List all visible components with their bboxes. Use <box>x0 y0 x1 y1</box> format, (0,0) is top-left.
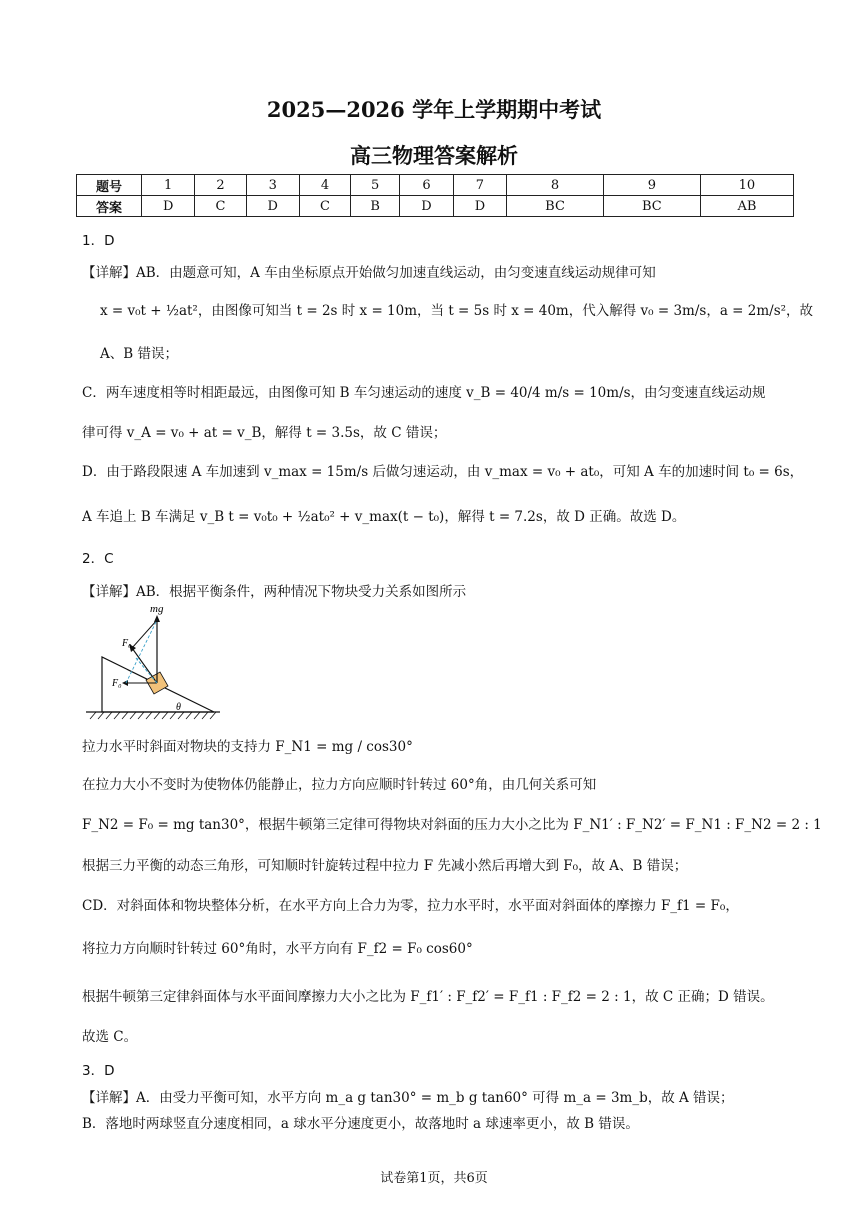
answer-table-answer-row <box>77 196 794 217</box>
answer-cell: BC <box>603 196 700 217</box>
question-number: 6 <box>400 175 453 196</box>
q2-line-1: 【详解】AB．根据平衡条件，两种情况下物块受力关系如图所示 <box>82 584 467 600</box>
answer-table-row-label: 答案 <box>77 196 142 217</box>
question-number: 7 <box>453 175 506 196</box>
question-number: 4 <box>299 175 350 196</box>
q3-line-2: B．落地时两球竖直分速度相同，a 球水平分速度更小，故落地时 a 球速率更小，故 B 错误。 <box>82 1116 639 1132</box>
question-1-heading: 1．D <box>82 233 115 249</box>
q2-line-9: 故选 C。 <box>82 1029 138 1045</box>
answer-cell: D <box>246 196 299 217</box>
q1-line-3: A、B 错误； <box>100 346 178 362</box>
q2-line-8: 根据牛顿第三定律斜面体与水平面间摩擦力大小之比为 F_f1′ : F_f2′ = F_f1 : F_f2 = 2 : 1，故 C 正确；D 错误。 <box>82 989 774 1005</box>
page-footer: 试卷第1页，共6页 <box>380 1171 488 1186</box>
question-number: 3 <box>246 175 299 196</box>
question-3-heading: 3．D <box>82 1063 115 1079</box>
q2-line-2: 拉力水平时斜面对物块的支持力 F_N1 = mg / cos30° <box>82 739 413 755</box>
answer-cell: C <box>299 196 350 217</box>
answer-cell: D <box>400 196 453 217</box>
mg-label: mg <box>150 603 164 615</box>
exam-subtitle: 高三物理答案解析 <box>350 143 518 168</box>
q3-line-1: 【详解】A．由受力平衡可知，水平方向 m_a g tan30° = m_b g tan60° 可得 m_a = 3m_b，故 A 错误； <box>82 1090 734 1106</box>
answer-cell: BC <box>507 196 604 217</box>
q2-line-5: 根据三力平衡的动态三角形，可知顺时针旋转过程中拉力 F 先减小然后再增大到 F₀，故 A、B 错误； <box>82 858 688 874</box>
q1-line-2: x = v₀t + ½at²，由图像可知当 t = 2s 时 x = 10m，当 t = 5s 时 x = 40m，代入解得 v₀ = 3m/s，a = 2m/s²，故 <box>100 303 814 319</box>
q1-line-5: 律可得 v_A = v₀ + at = v_B，解得 t = 3.5s，故 C 错误； <box>82 425 447 441</box>
answer-table <box>76 174 794 217</box>
q2-line-3: 在拉力大小不变时为使物体仍能静止，拉力方向应顺时针转过 60°角，由几何关系可知 <box>82 777 597 793</box>
answer-table-row-label: 题号 <box>77 175 142 196</box>
answer-cell: D <box>142 196 195 217</box>
q2-line-6: CD．对斜面体和物块整体分析，在水平方向上合力为零，拉力水平时，水平面对斜面体的摩擦力 F_f1 = F₀， <box>82 898 739 914</box>
answer-cell: AB <box>700 196 793 217</box>
question-number: 1 <box>142 175 195 196</box>
exam-title: 2025—2026 学年上学期期中考试 <box>266 97 602 122</box>
answer-cell: D <box>453 196 506 217</box>
f0-upper-label: F₀ <box>122 638 132 649</box>
answer-cell: C <box>195 196 246 217</box>
f0-lower-label: F₀ <box>112 678 122 689</box>
force-diagram <box>84 600 224 722</box>
q2-line-4: F_N2 = F₀ = mg tan30°，根据牛顿第三定律可得物块对斜面的压力大小之比为 F_N1′ : F_N2′ = F_N1 : F_N2 = 2 : 1 <box>82 817 822 833</box>
q2-line-7: 将拉力方向顺时针转过 60°角时，水平方向有 F_f2 = F₀ cos60° <box>82 941 473 957</box>
q1-line-4: C．两车速度相等时相距最远，由图像可知 B 车匀速运动的速度 v_B = 40/4 m/s = 10m/s，由匀变速直线运动规 <box>82 385 766 401</box>
question-number: 10 <box>700 175 793 196</box>
question-number: 2 <box>195 175 246 196</box>
question-number: 8 <box>507 175 604 196</box>
q1-line-1: 【详解】AB．由题意可知，A 车由坐标原点开始做匀加速直线运动，由匀变速直线运动规律可知 <box>82 265 656 281</box>
theta-label: θ <box>176 702 181 713</box>
answer-table-number-row <box>77 175 794 196</box>
q1-line-6: D．由于路段限速 A 车加速到 v_max = 15m/s 后做匀速运动，由 v_max = v₀ + at₀，可知 A 车的加速时间 t₀ = 6s， <box>82 464 804 480</box>
q1-line-7: A 车追上 B 车满足 v_B t = v₀t₀ + ½at₀² + v_max(t − t₀)，解得 t = 7.2s，故 D 正确。故选 D。 <box>82 509 686 525</box>
question-number: 9 <box>603 175 700 196</box>
answer-cell: B <box>351 196 400 217</box>
question-number: 5 <box>351 175 400 196</box>
question-2-heading: 2．C <box>82 551 114 567</box>
